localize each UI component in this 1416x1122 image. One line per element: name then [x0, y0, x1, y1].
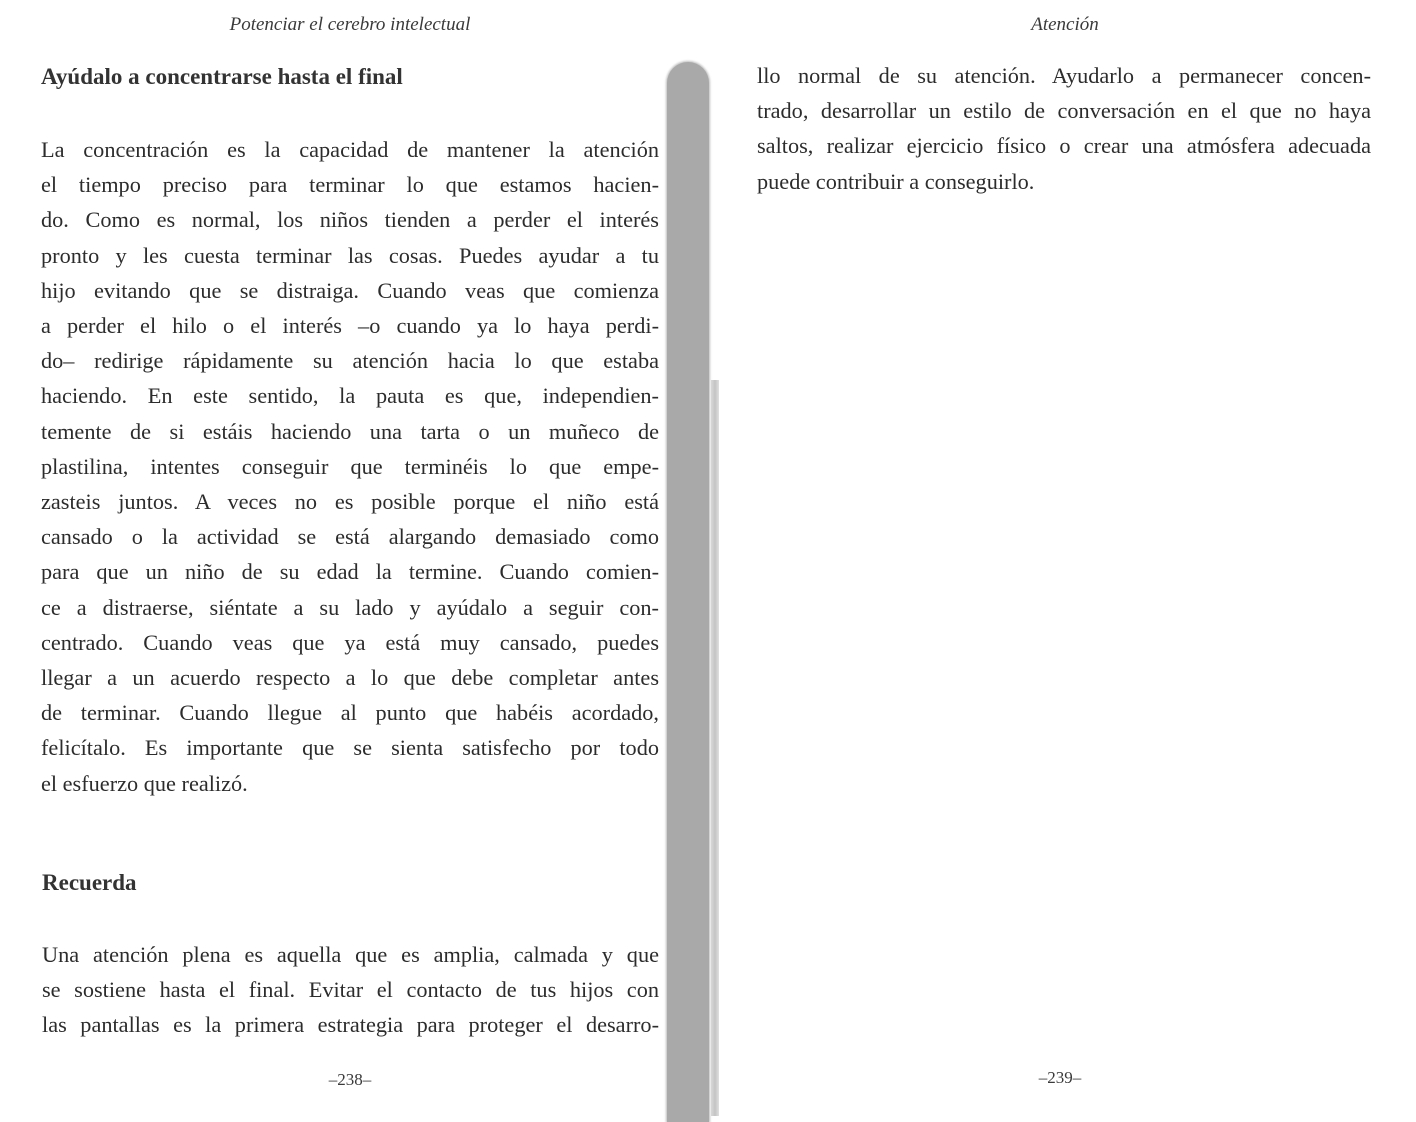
text-line: de terminar. Cuando llegue al punto que habéis acordado, — [41, 700, 659, 726]
text-line: para que un niño de su edad la termine. Cuando comien- — [41, 559, 659, 585]
text-line: La concentración es la capacidad de mantener la atención — [41, 137, 659, 162]
text-line: saltos, realizar ejercicio físico o crear una atmósfera adecuada — [757, 133, 1371, 159]
text-line: a perder el hilo o el interés –o cuando ya lo haya perdi- — [41, 313, 659, 339]
page-number-left: –238– — [328, 1070, 372, 1089]
text-line: las pantallas es la primera estrategia para proteger el desarro- — [42, 1012, 659, 1038]
text-line: llegar a un acuerdo respecto a lo que debe completar antes — [41, 665, 659, 691]
text-line: zasteis juntos. A veces no es posible porque el niño está — [41, 489, 659, 515]
text-line: pronto y les cuesta terminar las cosas. Puedes ayudar a tu — [41, 242, 659, 268]
right-page — [720, 0, 1416, 1116]
text-line: do– redirige rápidamente su atención hacia lo que estaba — [41, 348, 659, 374]
text-line: cansado o la actividad se está alargando demasiado como — [41, 524, 659, 550]
paragraph-concentration — [41, 132, 659, 801]
text-line: plastilina, intentes conseguir que terminéis lo que empe- — [41, 453, 659, 479]
paragraph-continuation — [757, 58, 1371, 199]
scan-gutter-streak — [711, 380, 719, 1116]
text-line: puede contribuir a conseguirlo. — [757, 168, 1035, 194]
text-line: el tiempo preciso para terminar lo que estamos hacien- — [41, 172, 659, 198]
left-page — [0, 0, 700, 1116]
running-head-left: Potenciar el cerebro intelectual — [229, 14, 471, 35]
text-line: el esfuerzo que realizó. — [41, 770, 248, 796]
text-line: hijo evitando que se distraiga. Cuando veas que comienza — [41, 277, 659, 303]
page-number-right: –239– — [1038, 1068, 1082, 1087]
scan-gutter-shadow — [667, 62, 709, 1122]
section-heading: Ayúdalo a concentrarse hasta el final — [41, 64, 403, 89]
text-line: se sostiene hasta el final. Evitar el contacto de tus hijos con — [42, 977, 659, 1003]
text-line: trado, desarrollar un estilo de conversación en el que no haya — [757, 98, 1371, 124]
text-line: llo normal de su atención. Ayudarlo a permanecer concen- — [757, 63, 1371, 88]
text-line: temente de si estáis haciendo una tarta o un muñeco de — [41, 418, 659, 444]
text-line: Una atención plena es aquella que es amplia, calmada y que — [42, 942, 659, 967]
text-line: do. Como es normal, los niños tienden a perder el interés — [41, 207, 659, 233]
text-line: haciendo. En este sentido, la pauta es que, independien- — [41, 383, 659, 409]
text-line: felicítalo. Es importante que se sienta satisfecho por todo — [41, 735, 659, 761]
recuerda-heading: Recuerda — [42, 870, 137, 895]
text-line: centrado. Cuando veas que ya está muy cansado, puedes — [41, 629, 659, 655]
paragraph-recuerda — [42, 937, 659, 1043]
running-head-right: Atención — [1031, 14, 1099, 35]
text-line: ce a distraerse, siéntate a su lado y ayúdalo a seguir con- — [41, 594, 659, 620]
